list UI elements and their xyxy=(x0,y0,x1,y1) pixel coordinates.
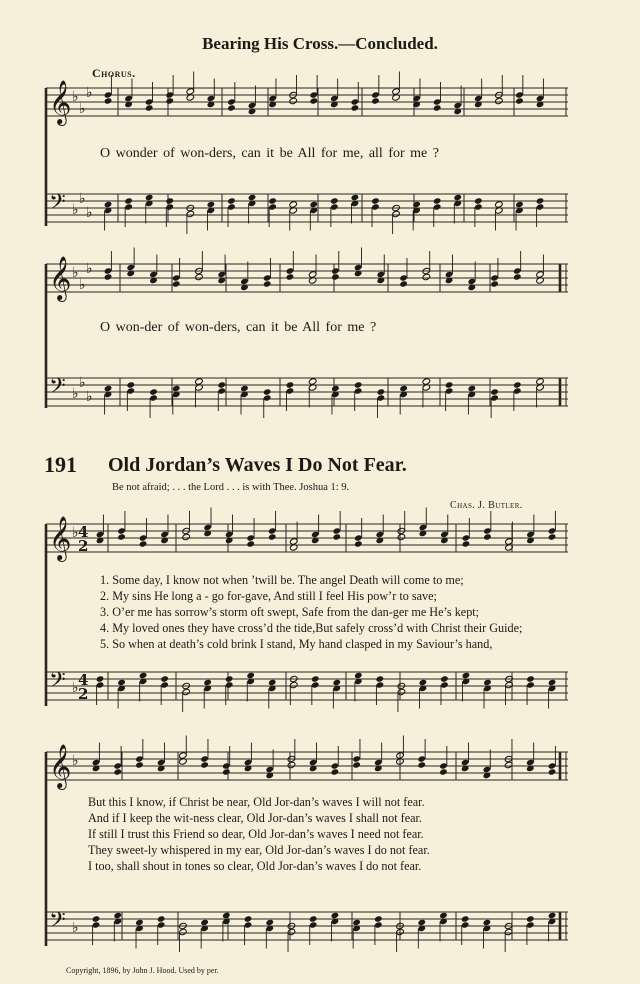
note-head xyxy=(268,679,277,686)
note-head xyxy=(113,768,122,775)
bass-clef-icon: 𝄢 xyxy=(49,668,66,698)
note-head xyxy=(462,540,471,547)
note-head xyxy=(104,385,113,392)
flat-sign-icon: ♭ xyxy=(79,191,86,207)
note-head xyxy=(248,194,257,201)
chorus-lyric-line-2: O won-der of won-ders, can it be All for me ? xyxy=(100,320,377,335)
note-head xyxy=(397,533,406,540)
flat-sign-icon: ♭ xyxy=(72,265,79,281)
note-head xyxy=(331,768,340,775)
note-head xyxy=(419,679,428,686)
note-head xyxy=(227,104,236,111)
note-head xyxy=(309,201,318,208)
chorus-lyric-line-1: O wonder of won-ders, can it be All for me, all for me ? xyxy=(100,146,439,161)
note-head xyxy=(113,912,122,919)
note-head xyxy=(548,768,557,775)
hymn-number: 191 xyxy=(44,452,77,477)
note-head xyxy=(433,104,442,111)
note-head xyxy=(351,104,360,111)
flat-sign-icon: ♭ xyxy=(72,920,79,936)
note-head xyxy=(462,672,471,679)
note-head xyxy=(309,915,318,922)
flat-sign-icon: ♭ xyxy=(86,85,93,101)
note-head xyxy=(126,381,135,388)
note-head xyxy=(217,381,226,388)
treble-clef-icon: 𝄞 xyxy=(49,80,72,124)
treble-clef-icon: 𝄞 xyxy=(49,516,72,560)
note-head xyxy=(135,919,144,926)
note-head xyxy=(160,675,169,682)
bass-clef-icon: 𝄢 xyxy=(49,190,66,220)
note-head xyxy=(149,388,158,395)
chorus-system-2 xyxy=(0,256,640,416)
note-head xyxy=(203,679,212,686)
note-head xyxy=(548,679,557,686)
hymn-author: Chas. J. Butler. xyxy=(450,500,523,511)
note-head xyxy=(515,201,524,208)
flat-sign-icon: ♭ xyxy=(79,101,86,117)
note-head xyxy=(309,97,318,104)
note-head xyxy=(139,540,148,547)
note-head xyxy=(433,197,442,204)
note-head xyxy=(332,679,341,686)
note-head xyxy=(548,533,557,540)
time-signature-bottom: 2 xyxy=(78,537,89,555)
note-head xyxy=(417,919,426,926)
note-head xyxy=(371,197,380,204)
note-head xyxy=(352,919,361,926)
note-head xyxy=(513,273,522,280)
flat-sign-icon: ♭ xyxy=(72,386,79,402)
note-head xyxy=(289,97,298,104)
note-head xyxy=(536,378,545,385)
note-head xyxy=(548,912,557,919)
time-signature-top: 4 xyxy=(78,671,89,689)
note-head xyxy=(172,280,181,287)
scripture-reference: Be not afraid; . . . the Lord . . . is with Thee. Joshua 1: 9. xyxy=(112,482,350,493)
flat-sign-icon: ♭ xyxy=(86,261,93,277)
note-head xyxy=(308,378,317,385)
note-head xyxy=(490,280,499,287)
note-head xyxy=(145,104,154,111)
note-head xyxy=(483,679,492,686)
note-head xyxy=(207,201,216,208)
note-head xyxy=(263,388,272,395)
note-head xyxy=(145,194,154,201)
note-head xyxy=(172,385,181,392)
note-head xyxy=(439,912,448,919)
hymn-title: Old Jordan’s Waves I Do Not Fear. xyxy=(108,454,407,476)
note-head xyxy=(246,540,255,547)
note-head xyxy=(117,679,126,686)
note-head xyxy=(483,919,492,926)
note-head xyxy=(351,194,360,201)
note-head xyxy=(352,761,361,768)
flat-sign-icon: ♭ xyxy=(72,680,79,696)
note-head xyxy=(225,675,234,682)
note-head xyxy=(515,97,524,104)
note-head xyxy=(182,533,191,540)
flat-sign-icon: ♭ xyxy=(79,277,86,293)
note-head xyxy=(92,915,101,922)
bass-clef-icon: 𝄢 xyxy=(49,908,66,938)
flat-sign-icon: ♭ xyxy=(72,525,79,541)
note-head xyxy=(332,533,341,540)
note-head xyxy=(445,381,454,388)
note-head xyxy=(371,97,380,104)
note-head xyxy=(399,385,408,392)
note-head xyxy=(439,768,448,775)
note-head xyxy=(399,280,408,287)
note-head xyxy=(268,533,277,540)
note-head xyxy=(200,919,209,926)
note-head xyxy=(490,388,499,395)
note-head xyxy=(286,273,295,280)
note-head xyxy=(461,915,470,922)
note-head xyxy=(495,201,504,208)
copyright-notice: Copyright, 1896, by John J. Hood. Used by per. xyxy=(66,966,219,975)
refrain-line-4: They sweet-ly whispered in my ear, Old Jor-dan’s waves I do not fear. xyxy=(88,843,430,857)
note-head xyxy=(289,201,298,208)
verse-line-4: 4. My loved ones they have cross’d the tide,But safely cross’d with Christ their Guide; xyxy=(100,621,523,635)
flat-sign-icon: ♭ xyxy=(72,753,79,769)
refrain-line-2: And if I keep the wit-ness clear, Old Jor-dan’s waves I shall not fear. xyxy=(88,811,422,825)
note-head xyxy=(265,919,274,926)
verse-line-1: 1. Some day, I know not when ’twill be. The angel Death will come to me; xyxy=(100,573,464,587)
note-head xyxy=(453,194,462,201)
note-head xyxy=(117,533,126,540)
note-head xyxy=(244,915,253,922)
bass-clef-icon: 𝄢 xyxy=(49,374,66,404)
note-head xyxy=(495,97,504,104)
refrain-line-1: But this I know, if Christ be near, Old Jor-dan’s waves I will not fear. xyxy=(88,795,425,809)
verse-line-2: 2. My sins He long a - go for-gave, And still I feel His pow’r to save; xyxy=(100,589,437,603)
note-head xyxy=(165,97,174,104)
note-head xyxy=(200,761,209,768)
note-head xyxy=(422,273,431,280)
note-head xyxy=(287,761,296,768)
note-head xyxy=(440,675,449,682)
verse-lyrics xyxy=(100,572,522,652)
note-head xyxy=(124,197,133,204)
note-head xyxy=(246,672,255,679)
note-head xyxy=(374,915,383,922)
note-head xyxy=(104,201,113,208)
note-head xyxy=(195,273,204,280)
note-head xyxy=(331,912,340,919)
note-head xyxy=(135,761,144,768)
flat-sign-icon: ♭ xyxy=(79,375,86,391)
note-head xyxy=(139,672,148,679)
refrain-line-3: If still I trust this Friend so dear, Old Jor-dan’s waves I need not fear. xyxy=(88,827,424,841)
note-head xyxy=(376,675,385,682)
note-head xyxy=(526,915,535,922)
note-head xyxy=(377,388,386,395)
note-head xyxy=(354,540,363,547)
note-head xyxy=(417,761,426,768)
note-head xyxy=(195,378,204,385)
note-head xyxy=(96,675,105,682)
note-head xyxy=(468,385,477,392)
note-head xyxy=(513,381,522,388)
note-head xyxy=(422,378,431,385)
note-head xyxy=(474,197,483,204)
note-head xyxy=(222,768,231,775)
flat-sign-icon: ♭ xyxy=(86,205,93,221)
note-head xyxy=(222,912,231,919)
note-head xyxy=(354,381,363,388)
note-head xyxy=(526,675,535,682)
treble-clef-icon: 𝄞 xyxy=(49,256,72,300)
note-head xyxy=(157,915,166,922)
note-head xyxy=(354,672,363,679)
note-head xyxy=(330,197,339,204)
chorus-label: Chorus. xyxy=(92,66,136,80)
note-head xyxy=(311,675,320,682)
continued-hymn-title: Bearing His Cross.—Concluded. xyxy=(202,34,438,53)
treble-clef-icon: 𝄞 xyxy=(49,744,72,788)
note-head xyxy=(165,197,174,204)
refrain-line-5: I too, shall shout in tones so clear, Old Jor-dan’s waves I do not fear. xyxy=(88,859,422,873)
flat-sign-icon: ♭ xyxy=(72,89,79,105)
note-head xyxy=(104,273,113,280)
refrain-lyrics xyxy=(88,794,430,874)
note-head xyxy=(286,381,295,388)
note-head xyxy=(240,385,249,392)
note-head xyxy=(227,197,236,204)
note-head xyxy=(331,385,340,392)
verse-line-3: 3. O’er me has sorrow’s storm oft swept, Safe from the dan-ger me He’s kept; xyxy=(100,605,480,619)
note-head xyxy=(331,273,340,280)
time-signature-top: 4 xyxy=(78,523,89,541)
verse-line-5: 5. So when at death’s cold brink I stand, My hand clasped in my Saviour’s hand, xyxy=(100,637,493,651)
note-head xyxy=(263,280,272,287)
flat-sign-icon: ♭ xyxy=(72,202,79,218)
time-signature-bottom: 2 xyxy=(78,685,89,703)
flat-sign-icon: ♭ xyxy=(86,389,93,405)
note-head xyxy=(483,533,492,540)
note-head xyxy=(536,197,545,204)
note-head xyxy=(104,97,113,104)
note-head xyxy=(268,197,277,204)
